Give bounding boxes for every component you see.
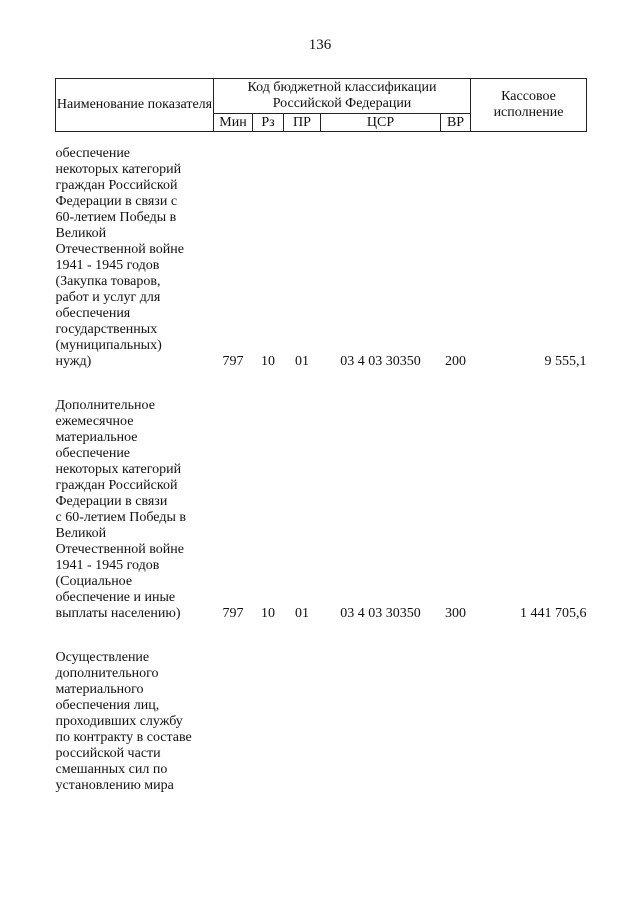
table-body [56,132,587,795]
row-rz: 10 [261,354,275,369]
row-name-line: с 60-летием Победы в [55,510,186,525]
row-pr: 01 [295,354,309,369]
row-name-line: (муниципальных) [55,338,162,353]
row-pr: 01 [295,606,309,621]
row-name-line: выплаты населению) [55,606,181,621]
row-name-line: работ и услуг для [55,290,161,305]
row-name-line: Отечественной войне [55,542,184,557]
row-name-line: государственных [55,322,158,337]
row-min: 797 [222,354,244,369]
header-vr: ВР [441,114,471,132]
row-name-line: (Закупка товаров, [55,274,161,289]
row-name-line: обеспечения [55,306,131,321]
page-number: 136 [308,37,332,53]
row-name-line: обеспечения лиц, [55,698,160,713]
row-vr: 300 [445,606,466,621]
header-rz: Рз [253,114,284,132]
row-name-line: 1941 - 1945 годов [55,558,160,573]
row-rz [253,622,284,794]
row-amount [471,622,587,794]
row-vr: 200 [445,354,466,369]
row-rz: 10 [261,606,275,621]
row-name-line: материального [55,682,144,697]
table-row [56,622,587,794]
row-min [214,622,253,794]
row-csr: 03 4 03 30350 [340,354,421,369]
budget-table [55,78,587,794]
row-name-line: проходивших службу [55,714,183,729]
row-name-line: материальное [55,430,138,445]
header-csr: ЦСР [321,114,441,132]
table-header [56,79,587,132]
row-name-line: некоторых категорий [55,462,182,477]
row-name-line: 1941 - 1945 годов [55,258,160,273]
row-min: 797 [222,606,244,621]
row-csr: 03 4 03 30350 [340,606,421,621]
row-csr [321,622,441,794]
row-name-line: нужд) [55,354,92,369]
row-name-line: установлению мира [55,778,174,793]
row-name-line: Федерации в связи [55,494,168,509]
header-min: Мин [214,114,253,132]
table-row [56,370,587,622]
header-pr: ПР [284,114,321,132]
row-name-line: некоторых категорий [55,162,182,177]
row-name-line: российской части [55,746,161,761]
row-name-line: обеспечение [55,146,131,161]
row-name-line: граждан Российской [55,478,178,493]
row-amount: 9 555,1 [544,354,587,369]
row-name-line: по контракту в составе [55,730,192,745]
row-name-line: смешанных сил по [55,762,168,777]
row-name-line: Великой [55,226,107,241]
row-name-line: 60-летием Победы в [55,210,177,225]
row-name-line: Осуществление [55,650,150,665]
header-amount-column: Кассовое исполнение [471,79,587,132]
row-name-line: Федерации в связи с [55,194,178,209]
row-name-line: Великой [55,526,107,541]
row-name-line: (Социальное [55,574,133,589]
row-name-line: обеспечение и иные [55,590,176,605]
row-name-line: граждан Российской [55,178,178,193]
header-name-column: Наименование показателя [56,79,214,132]
row-name [56,370,214,622]
row-name-line: обеспечение [55,446,131,461]
row-pr [284,622,321,794]
header-code-group: Код бюджетной классификации Российской Федерации [214,79,471,114]
table-row [56,132,587,371]
row-vr [441,622,471,794]
row-name [56,622,214,794]
row-name-line: дополнительного [55,666,159,681]
row-name-line: Дополнительное [55,398,155,413]
row-name-line: Отечественной войне [55,242,184,257]
row-name-line: ежемесячное [55,414,134,429]
row-amount: 1 441 705,6 [520,606,587,621]
row-name [56,132,214,371]
